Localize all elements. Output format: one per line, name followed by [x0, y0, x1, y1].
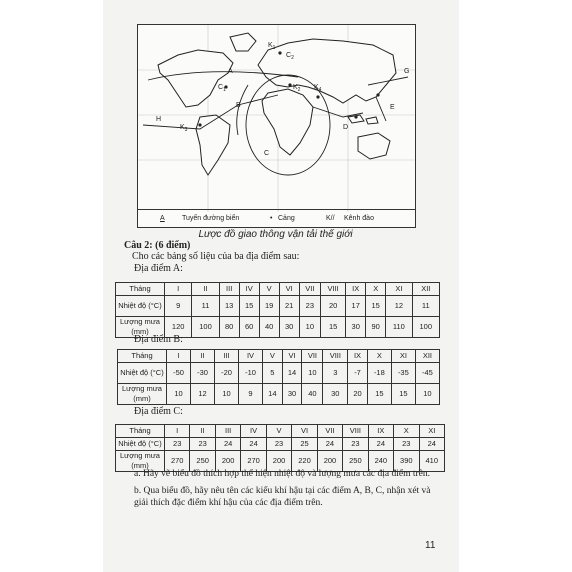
table-cell: 9	[165, 296, 192, 317]
table-cell: IV	[241, 425, 266, 438]
table-cell: 15	[239, 296, 259, 317]
table-cell: 14	[263, 384, 283, 405]
table-cell: 23	[343, 438, 368, 451]
map-legend	[138, 209, 415, 228]
table-cell: 23	[190, 438, 215, 451]
table-cell: X	[367, 350, 391, 363]
map-label-k3: $K_3$	[180, 124, 188, 133]
table-cell: 15	[321, 317, 346, 338]
table-cell: 100	[412, 317, 439, 338]
map-label-c1: $C_1$	[218, 84, 226, 93]
world-transport-map	[137, 24, 416, 228]
map-label-k2: $K_2$	[293, 84, 301, 93]
table-cell: 240	[368, 451, 393, 472]
table-cell: 15	[391, 384, 415, 405]
table-cell: 10	[299, 317, 320, 338]
location-b-table	[117, 349, 440, 405]
table-cell: 30	[279, 317, 299, 338]
page-number: 11	[425, 540, 436, 551]
month-header: Tháng	[116, 283, 165, 296]
table-cell: -35	[391, 363, 415, 384]
map-label-k1: $K_1$	[268, 42, 276, 51]
table-cell: VI	[292, 425, 317, 438]
table-cell: 14	[282, 363, 302, 384]
table-cell: 12	[386, 296, 412, 317]
table-cell: 390	[394, 451, 419, 472]
month-header: Tháng	[116, 425, 165, 438]
islands-shape	[348, 115, 378, 124]
table-cell: 250	[343, 451, 368, 472]
table-row	[118, 384, 440, 405]
table-cell: 270	[241, 451, 266, 472]
table-cell: IX	[346, 283, 366, 296]
table-cell: VII	[317, 425, 342, 438]
rainfall-header: Lượng mưa (mm)	[116, 317, 165, 338]
table-cell: 24	[215, 438, 240, 451]
table-cell: 200	[317, 451, 342, 472]
table-cell: 9	[239, 384, 263, 405]
table-cell: V	[266, 425, 291, 438]
table-cell: 15	[366, 296, 386, 317]
temperature-header: Nhiệt độ (°C)	[116, 296, 165, 317]
table-cell: VIII	[323, 350, 348, 363]
table-row	[118, 350, 440, 363]
table-cell: V	[259, 283, 279, 296]
table-row	[116, 296, 440, 317]
table-row	[116, 283, 440, 296]
legend-route-symbol: A	[160, 215, 165, 222]
table-cell: 23	[165, 438, 190, 451]
table-cell: 10	[415, 384, 439, 405]
table-row	[116, 425, 445, 438]
table-cell: 3	[323, 363, 348, 384]
table-cell: X	[366, 283, 386, 296]
australia-shape	[358, 133, 390, 159]
table-cell: 24	[317, 438, 342, 451]
month-header: Tháng	[118, 350, 167, 363]
table-cell: -18	[367, 363, 391, 384]
question-intro: Cho các bảng số liệu của ba địa điểm sau:	[132, 251, 300, 262]
location-b-label: Địa điểm B:	[134, 334, 183, 345]
location-a-table	[115, 282, 440, 338]
table-cell: 19	[259, 296, 279, 317]
table-cell: III	[215, 350, 239, 363]
rainfall-header: Lượng mưa (mm)	[116, 451, 165, 472]
map-label-a: A	[228, 68, 233, 75]
table-cell: 30	[346, 317, 366, 338]
table-cell: 10	[167, 384, 191, 405]
map-label-c2: $C_2$	[286, 52, 294, 61]
table-cell: XI	[391, 350, 415, 363]
table-cell: XII	[412, 283, 439, 296]
table-cell: 410	[419, 451, 444, 472]
sea-route-e	[376, 97, 386, 121]
location-a-label: Địa điểm A:	[134, 263, 183, 274]
table-cell: VI	[279, 283, 299, 296]
legend-route-label: Tuyến đường biển	[182, 215, 240, 222]
table-cell: 120	[165, 317, 192, 338]
location-c-label: Địa điểm C:	[134, 406, 183, 417]
table-cell: III	[215, 425, 240, 438]
table-cell: 60	[239, 317, 259, 338]
table-cell: 30	[282, 384, 302, 405]
task-list	[134, 468, 436, 514]
africa-shape	[262, 89, 313, 155]
table-cell: II	[192, 283, 219, 296]
temperature-header: Nhiệt độ (°C)	[116, 438, 165, 451]
table-cell: 10	[215, 384, 239, 405]
table-cell: III	[219, 283, 239, 296]
table-cell: 270	[165, 451, 190, 472]
table-cell: 200	[215, 451, 240, 472]
table-cell: 5	[263, 363, 283, 384]
table-cell: 13	[219, 296, 239, 317]
table-cell: 25	[292, 438, 317, 451]
table-cell: 12	[191, 384, 215, 405]
table-cell: VII	[302, 350, 323, 363]
table-cell: X	[394, 425, 419, 438]
map-label-b: B	[236, 102, 241, 109]
table-cell: VII	[299, 283, 320, 296]
table-cell: 21	[279, 296, 299, 317]
table-cell: 10	[302, 363, 323, 384]
map-label-d: D	[343, 124, 349, 131]
legend-canal-label: Kênh đào	[344, 215, 374, 222]
table-cell: XII	[415, 350, 439, 363]
table-cell: I	[165, 425, 190, 438]
table-cell: IX	[368, 425, 393, 438]
table-cell: 17	[346, 296, 366, 317]
table-cell: I	[167, 350, 191, 363]
task-b: b. Qua biểu đồ, hãy nêu tên các kiểu khí hậu tại các điểm A, B, C, nhận xét và giải thích đặc điểm khí hậu của các địa điểm trên.	[134, 486, 431, 508]
table-cell: 80	[219, 317, 239, 338]
table-cell: 20	[348, 384, 368, 405]
table-cell: 20	[321, 296, 346, 317]
table-cell: IV	[239, 283, 259, 296]
table-cell: 40	[259, 317, 279, 338]
table-cell: II	[191, 350, 215, 363]
table-cell: XI	[419, 425, 444, 438]
legend-port-label: Cảng	[278, 215, 295, 222]
table-cell: 15	[367, 384, 391, 405]
table-row	[116, 438, 445, 451]
table-cell: VI	[282, 350, 302, 363]
table-cell: 200	[266, 451, 291, 472]
question-title: Câu 2: (6 điểm)	[124, 240, 191, 251]
map-caption: Lược đồ giao thông vận tải thế giới	[198, 229, 353, 240]
map-label-e: E	[390, 104, 395, 111]
table-cell: 11	[192, 296, 219, 317]
greenland-shape	[230, 33, 256, 51]
table-cell: XI	[386, 283, 412, 296]
legend-canal-symbol: K//	[326, 215, 335, 222]
table-cell: 110	[386, 317, 412, 338]
table-cell: 11	[412, 296, 439, 317]
table-cell: 23	[266, 438, 291, 451]
table-cell: -20	[215, 363, 239, 384]
table-cell: -50	[167, 363, 191, 384]
map-label-g: G	[404, 68, 410, 75]
table-cell: IX	[348, 350, 368, 363]
task-a: a. Hãy vẽ biểu đồ thích hợp thể hiện nhiệt độ và lượng mưa các địa điểm trên.	[134, 469, 431, 479]
table-cell: 24	[368, 438, 393, 451]
table-cell: IV	[239, 350, 263, 363]
table-cell: I	[165, 283, 192, 296]
table-cell: V	[263, 350, 283, 363]
table-cell: 40	[302, 384, 323, 405]
location-c-table	[115, 424, 445, 472]
table-cell: 23	[394, 438, 419, 451]
table-cell: 23	[299, 296, 320, 317]
map-label-c: C	[264, 150, 270, 157]
table-cell: -10	[239, 363, 263, 384]
table-cell: 250	[190, 451, 215, 472]
table-cell: 220	[292, 451, 317, 472]
table-cell: 90	[366, 317, 386, 338]
temperature-header: Nhiệt độ (°C)	[118, 363, 167, 384]
table-cell: -7	[348, 363, 368, 384]
map-label-k4: $K_4$	[314, 84, 322, 93]
table-cell: -30	[191, 363, 215, 384]
table-cell: 24	[241, 438, 266, 451]
map-label-h: H	[156, 116, 162, 123]
table-cell: II	[190, 425, 215, 438]
legend-port-icon: •	[270, 215, 273, 222]
world-map-drawing	[138, 25, 415, 212]
table-row	[118, 363, 440, 384]
table-cell: VIII	[343, 425, 368, 438]
rainfall-header: Lượng mưa (mm)	[118, 384, 167, 405]
north-america-shape	[158, 50, 233, 107]
table-cell: 24	[419, 438, 444, 451]
table-cell: VIII	[321, 283, 346, 296]
table-cell: -45	[415, 363, 439, 384]
table-cell: 100	[192, 317, 219, 338]
table-cell: 30	[323, 384, 348, 405]
